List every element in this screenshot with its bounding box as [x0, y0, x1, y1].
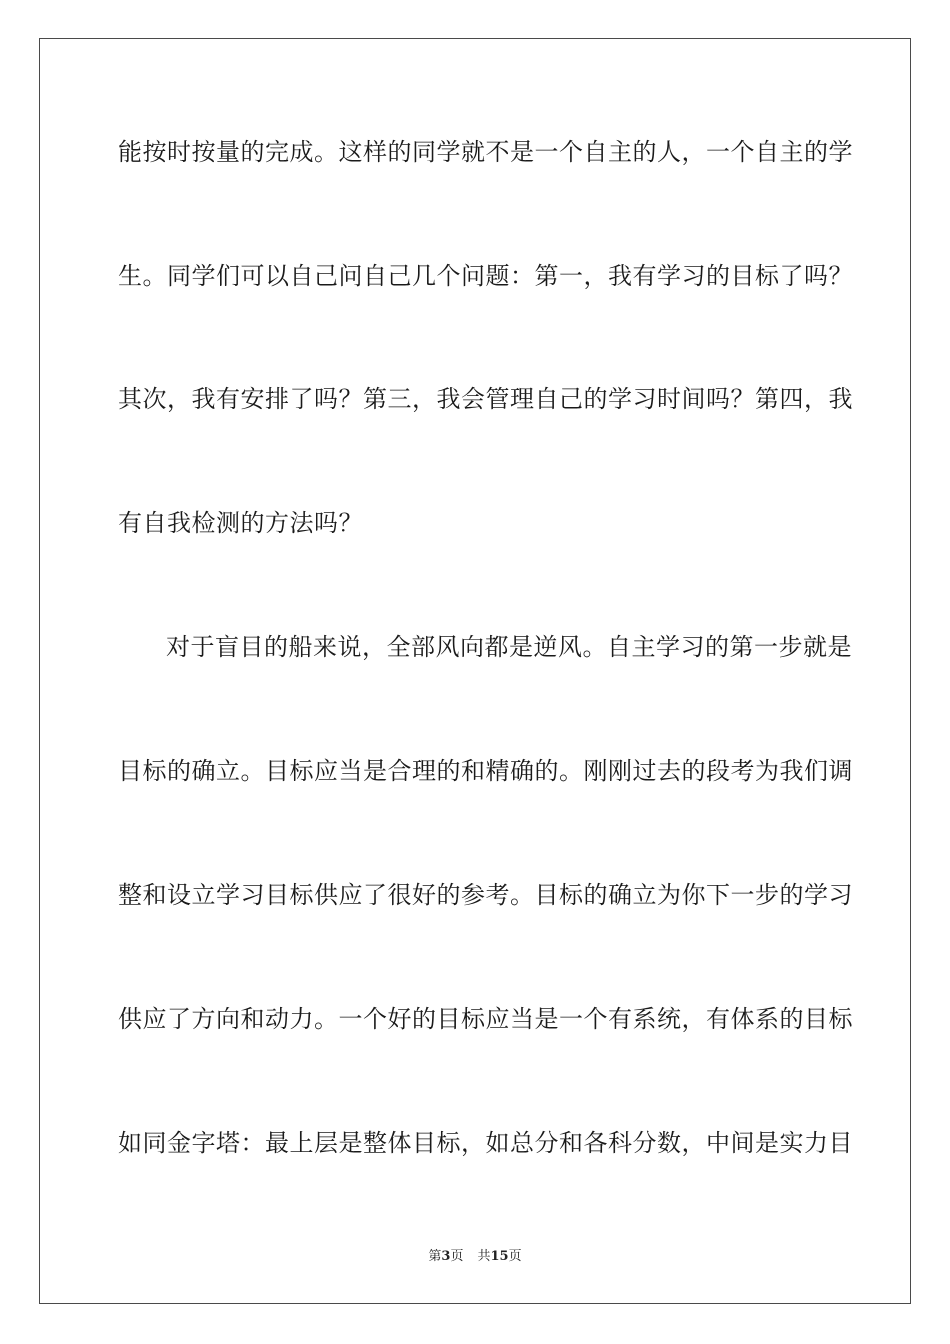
page-footer — [0, 1248, 950, 1266]
footer-page-prefix: 第 — [428, 1249, 442, 1264]
page-border — [39, 38, 911, 1304]
text-line-1: 能按时按量的完成。这样的同学就不是一个自主的人，一个自主的学 — [118, 138, 853, 166]
text-line-7: 整和设立学习目标供应了很好的参考。目标的确立为你下一步的学习 — [118, 881, 853, 909]
text-line-3: 其次，我有安排了吗？第三，我会管理自己的学习时间吗？第四，我 — [118, 385, 853, 413]
text-line-6: 目标的确立。目标应当是合理的和精确的。刚刚过去的段考为我们调 — [118, 757, 853, 785]
footer-total-suffix: 页 — [508, 1249, 522, 1264]
footer-total-prefix: 共 — [477, 1249, 491, 1264]
text-line-8: 供应了方向和动力。一个好的目标应当是一个有系统，有体系的目标 — [118, 1005, 853, 1033]
text-line-9: 如同金字塔：最上层是整体目标，如总分和各科分数，中间是实力目 — [118, 1129, 853, 1157]
footer-total-pages: 15 — [490, 1249, 509, 1264]
footer-page-number: 3 — [441, 1249, 451, 1264]
text-line-2: 生。同学们可以自己问自己几个问题：第一，我有学习的目标了吗？ — [118, 262, 853, 290]
text-line-5: 对于盲目的船来说，全部风向都是逆风。自主学习的第一步就是 — [166, 633, 852, 661]
footer-page-suffix: 页 — [450, 1249, 464, 1264]
text-line-4: 有自我检测的方法吗？ — [118, 509, 363, 537]
